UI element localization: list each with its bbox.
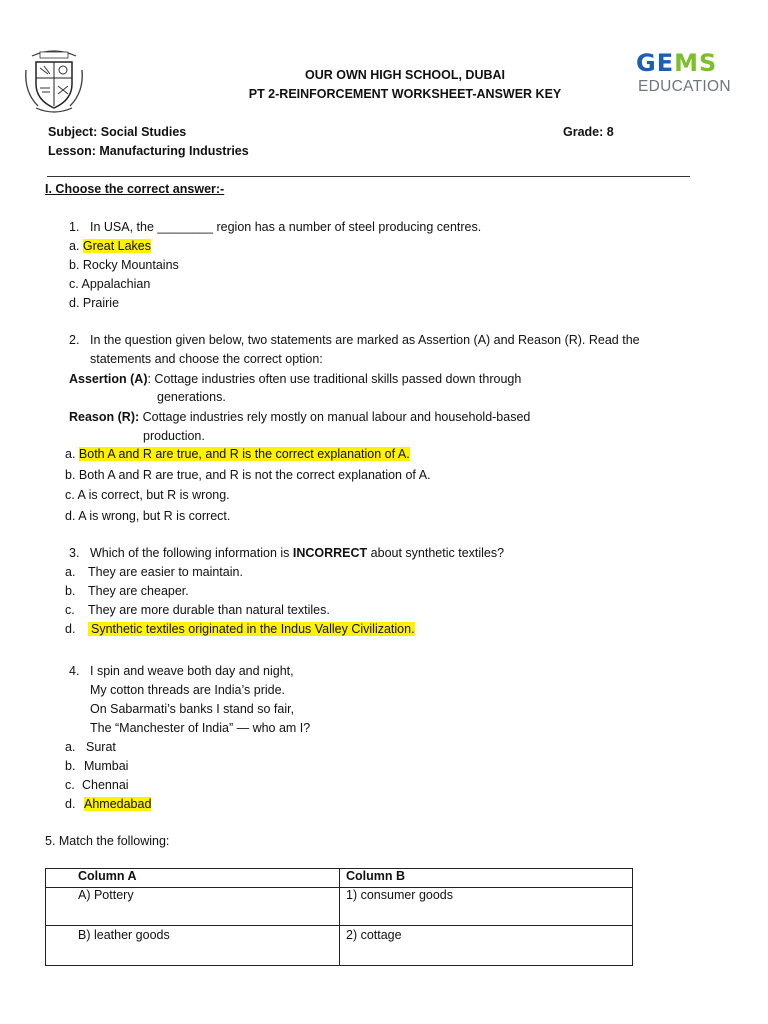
q4-option-a: Surat <box>86 740 116 754</box>
school-crest-logo <box>22 48 86 114</box>
assertion-label: Assertion (A) <box>69 372 148 386</box>
column-a-cell: A) Pottery <box>46 888 340 926</box>
q2-option-a-label: a. <box>65 447 79 461</box>
q2-line2: statements and choose the correct option: <box>90 352 323 366</box>
q4-line3: On Sabarmati’s banks I stand so fair, <box>90 702 295 716</box>
header-divider <box>47 176 690 177</box>
q2-option-a <box>65 447 410 461</box>
match-table <box>45 868 633 966</box>
column-a-cell: B) leather goods <box>46 926 340 966</box>
q3-text <box>90 546 504 560</box>
q1-option-a <box>69 239 151 253</box>
q4-line1: I spin and weave both day and night, <box>90 664 294 678</box>
q1-option-b: b. Rocky Mountains <box>69 258 179 272</box>
q1-answer-highlight: Great Lakes <box>82 239 151 253</box>
column-b-cell: 2) cottage <box>340 926 633 966</box>
school-name: OUR OWN HIGH SCHOOL, DUBAI <box>305 68 505 82</box>
q2-option-b: b. Both A and R are true, and R is not the correct explanation of A. <box>65 468 431 482</box>
q4-answer-highlight: Ahmedabad <box>84 797 152 811</box>
q4-option-a-label: a. <box>65 740 76 754</box>
table-row <box>46 926 633 966</box>
column-a-header: Column A <box>46 869 340 888</box>
q2-line1: In the question given below, two statements are marked as Assertion (A) and Reason (R). Read the <box>90 333 640 347</box>
q4-option-b-label: b. <box>65 759 76 773</box>
q3-text-post: about synthetic textiles? <box>367 546 505 560</box>
q2-assertion <box>69 372 521 386</box>
gems-education-label: EDUCATION <box>638 78 731 95</box>
reason-text: Cottage industries rely mostly on manual labour and household-based <box>139 410 531 424</box>
gems-education-logo <box>636 50 748 98</box>
gems-wordmark: GEMS <box>636 49 718 77</box>
table-row <box>46 888 633 926</box>
worksheet-title: PT 2-REINFORCEMENT WORKSHEET-ANSWER KEY <box>248 87 562 101</box>
q1-option-d: d. Prairie <box>69 296 120 310</box>
q4-line2: My cotton threads are India’s pride. <box>90 683 286 697</box>
q3-option-d-label: d. <box>65 622 76 636</box>
column-b-cell: 1) consumer goods <box>340 888 633 926</box>
grade-label: Grade: 8 <box>563 125 614 139</box>
q4-option-b: Mumbai <box>84 759 129 773</box>
q3-option-c: They are more durable than natural textiles. <box>88 603 330 617</box>
q2-option-c: c. A is correct, but R is wrong. <box>65 488 230 502</box>
assertion-text: : Cottage industries often use traditional skills passed down through <box>147 372 522 386</box>
reason-label: Reason (R): <box>69 410 140 424</box>
q3-option-c-label: c. <box>65 603 75 617</box>
subject-label: Subject: Social Studies <box>48 125 187 139</box>
q2-reason <box>69 410 530 424</box>
q4-option-c: Chennai <box>82 778 129 792</box>
q3-option-a-label: a. <box>65 565 76 579</box>
q2-assertion-cont: generations. <box>157 390 226 404</box>
q2-reason-cont: production. <box>143 429 205 443</box>
q3-number: 3. <box>69 546 80 560</box>
q3-option-b: They are cheaper. <box>88 584 189 598</box>
q4-number: 4. <box>69 664 80 678</box>
lesson-label: Lesson: Manufacturing Industries <box>48 144 249 158</box>
q3-text-emphasis: INCORRECT <box>292 546 368 560</box>
q4-option-c-label: c. <box>65 778 75 792</box>
q1-option-a-label: a. <box>69 239 83 253</box>
q3-option-a: They are easier to maintain. <box>88 565 243 579</box>
q3-answer-highlight: Synthetic textiles originated in the Indus Valley Civilization. <box>88 622 415 636</box>
q1-number: 1. <box>69 220 80 234</box>
column-b-header: Column B <box>340 869 633 888</box>
match-table-header <box>46 869 633 888</box>
q2-option-d: d. A is wrong, but R is correct. <box>65 509 231 523</box>
q4-option-d-label: d. <box>65 797 76 811</box>
q5-text: 5. Match the following: <box>45 834 170 848</box>
q3-text-pre: Which of the following information is <box>90 546 293 560</box>
q3-option-b-label: b. <box>65 584 76 598</box>
q4-line4: The “Manchester of India” — who am I? <box>90 721 311 735</box>
q2-number: 2. <box>69 333 80 347</box>
q2-answer-highlight: Both A and R are true, and R is the correct explanation of A. <box>78 447 410 461</box>
q1-option-c: c. Appalachian <box>69 277 151 291</box>
q1-text: In USA, the ________ region has a number of steel producing centres. <box>90 220 482 234</box>
section-heading: I. Choose the correct answer:- <box>45 182 225 196</box>
